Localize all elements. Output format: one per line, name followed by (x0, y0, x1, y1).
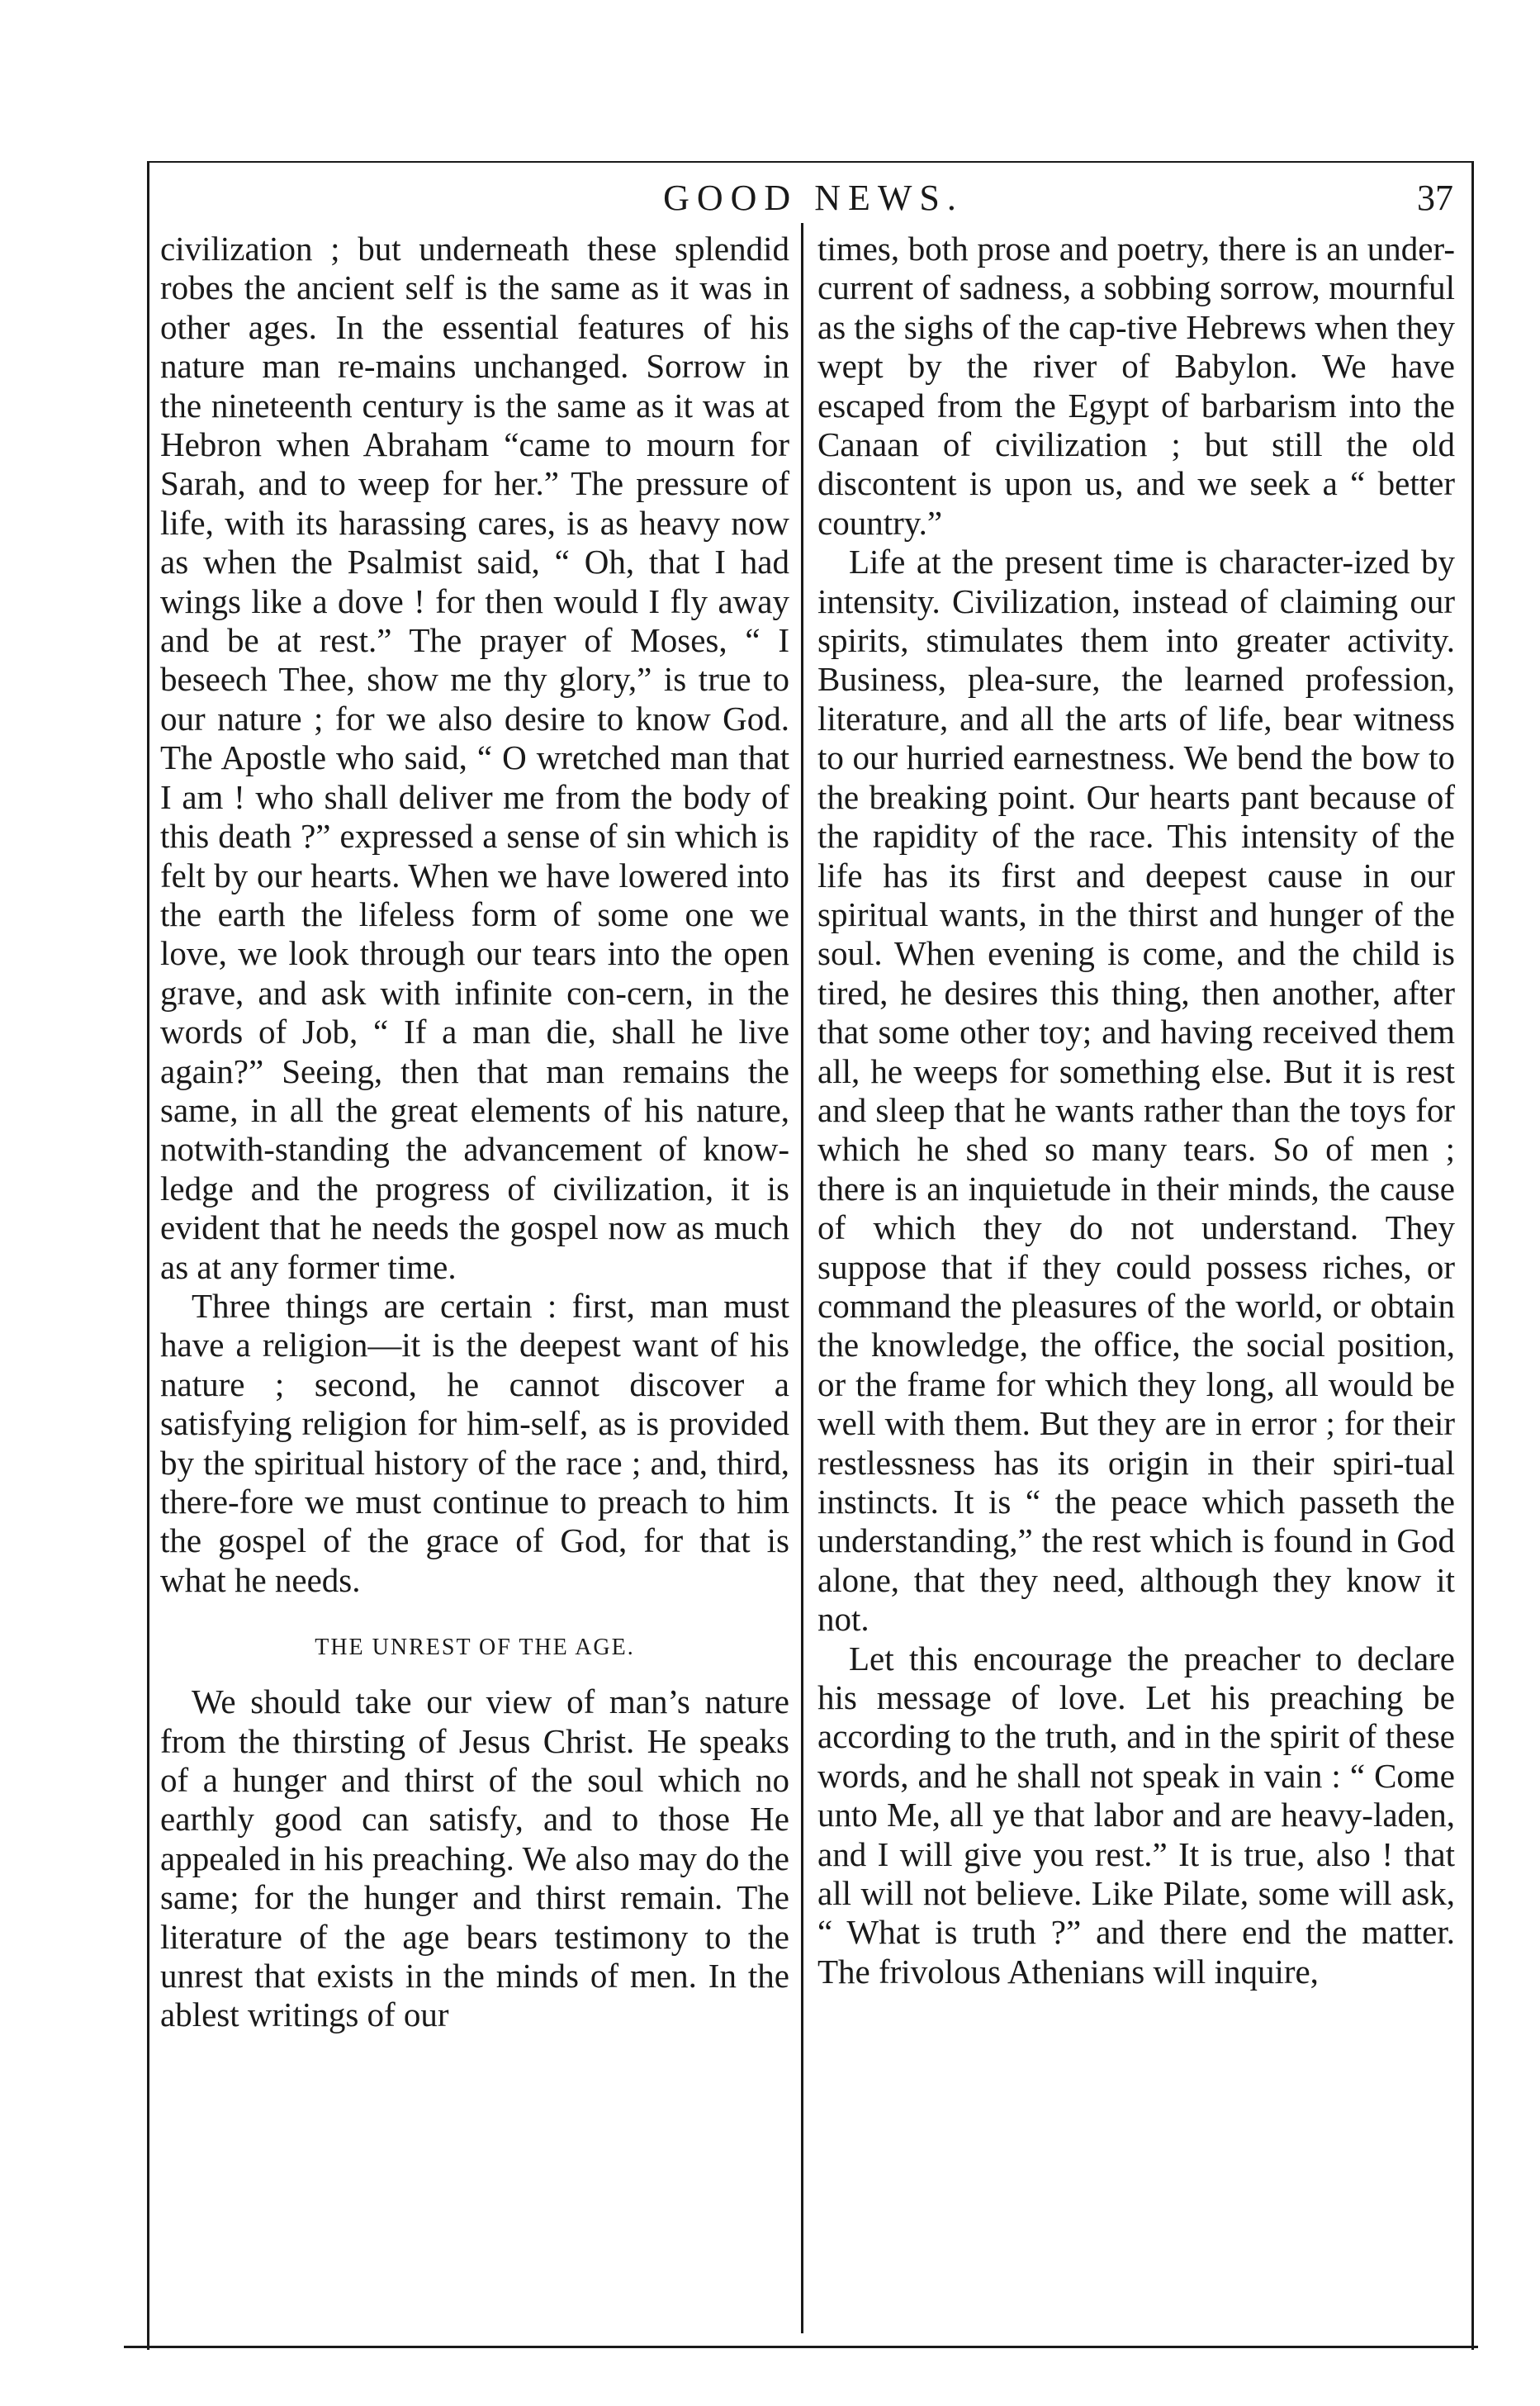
left-column (160, 230, 789, 2035)
top-rule (147, 161, 1474, 163)
column-divider (801, 223, 803, 2333)
right-column (817, 230, 1455, 1991)
left-paragraph-3: We should take our view of man’s nature from the thirsting of Jesus Christ. He speaks of a hunger and thirst of the soul which no earthly good can satisfy, and to those He appealed in his preaching. We also may do the same; for the hunger and thirst remain. The literature of the age bears testimony to the unrest that exists in the minds of men. In the ablest writings of our (160, 1682, 789, 2034)
left-rule (147, 161, 149, 2350)
left-paragraph-1: civilization ; but underneath these splendid robes the ancient self is the same as it was in other ages. In the essential features of his nature man re-mains unchanged. Sorrow in the nineteenth century is the same as it was at Hebron when Abraham “came to mourn for Sarah, and to weep for her.” The pressure of life, with its harassing cares, is as heavy now as when the Psalmist said, “ Oh, that I had wings like a dove ! for then would I fly away and be at rest.” The prayer of Moses, “ I beseech Thee, show me thy glory,” is true to our nature ; for we also desire to know God. The Apostle who said, “ O wretched man that I am ! who shall deliver me from the body of this death ?” expressed a sense of sin which is felt by our hearts. When we have lowered into the earth the lifeless form of some one we love, we look through our tears into the open grave, and ask with infinite con-cern, in the words of Job, “ If a man die, shall he live again?” Seeing, then that man remains the same, in all the great elements of his nature, notwith-standing the advancement of know-ledge and the progress of civilization, it is evident that he needs the gospel now as much as at any former time. (160, 230, 789, 1286)
right-paragraph-3: Let this encourage the preacher to declare his message of love. Let his preaching be according to the truth, and in the spirit of these words, and he shall not speak in vain : “ Come unto Me, all ye that labor and are heavy-laden, and I will give you rest.” It is true, also ! that all will not believe. Like Pilate, some will ask, “ What is truth ?” and there end the matter. The frivolous Athenians will inquire, (817, 1639, 1455, 1991)
section-heading: THE UNREST OF THE AGE. (315, 1635, 635, 1661)
left-paragraph-2: Three things are certain : first, man must have a religion—it is the deepest want of his nature ; second, he cannot discover a satisfying religion for him-self, as is provided by the spiritual history of the race ; and, third, there-fore we must continue to preach to him the gospel of the grace of God, for that is what he needs. (160, 1286, 789, 1599)
right-paragraph-1: times, both prose and poetry, there is an under-current of sadness, a sobbing sorrow, mournful as the sighs of the cap-tive Hebrews when they wept by the river of Babylon. We have escaped from the Egypt of barbarism into the Canaan of civilization ; but still the old discontent is upon us, and we seek a “ better country.” (817, 230, 1455, 542)
page-number: 37 (1417, 178, 1453, 218)
bottom-rule (124, 2346, 1478, 2348)
running-title: GOOD NEWS. (663, 178, 964, 218)
right-rule (1471, 161, 1474, 2350)
right-paragraph-2: Life at the present time is character-ized by intensity. Civilization, instead of claiming our spirits, stimulates them into greater activity. Business, plea-sure, the learned profession, literature, and all the arts of life, bear witness to our hurried earnestness. We bend the bow to the breaking point. Our hearts pant because of the rapidity of the race. This intensity of the life has its first and deepest cause in our spiritual wants, in the thirst and hunger of the soul. When evening is come, and the child is tired, he desires this thing, then another, after that some other toy; and having received them all, he weeps for something else. But it is rest and sleep that he wants rather than the toys for which he shed so many tears. So of men ; there is an inquietude in their minds, the cause of which they do not understand. They suppose that if they could possess riches, or command the pleasures of the world, or obtain the knowledge, the office, the social position, or the frame for which they long, all would be well with them. But they are in error ; for their restlessness has its origin in their spiri-tual instincts. It is “ the peace which passeth the understanding,” the rest which is found in God alone, that they need, although they know it not. (817, 543, 1455, 1639)
page-header (165, 169, 1462, 227)
